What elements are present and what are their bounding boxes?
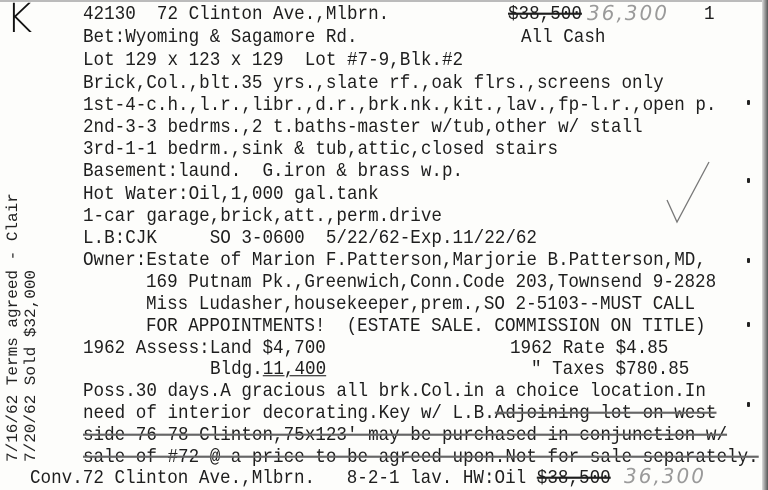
hole-mark: [747, 402, 750, 407]
taxes: " Taxes $780.85: [531, 359, 690, 381]
hole-mark: [747, 100, 750, 105]
lot-info: Lot 129 x 123 x 129 Lot #7-9,Blk.#2: [83, 50, 464, 72]
checkmark-icon: [665, 160, 715, 230]
hole-mark: [747, 258, 750, 263]
card-number: 1: [704, 4, 715, 26]
hole-mark: [747, 178, 750, 183]
handwritten-price: 36,300: [587, 1, 669, 25]
footer-handwritten-price: 36,300: [624, 464, 706, 488]
index-letter: K: [6, 0, 33, 42]
listing-broker: L.B:CJK SO 3-0600 5/22/62-Exp.11/22/62: [83, 228, 537, 250]
terms: All Cash: [521, 27, 606, 49]
assessment-bldg: [210, 359, 326, 381]
first-floor: 1st-4-c.h.,l.r.,libr.,d.r.,brk.nk.,kit.,lav.,fp-l.r.,open p.: [83, 95, 717, 117]
owner-line-4: FOR APPOINTMENTS! (ESTATE SALE. COMMISSION ON TITLE): [146, 316, 706, 338]
address: 72 Clinton Ave.,Mlbrn.: [156, 4, 390, 26]
listing-id: 42130: [83, 4, 136, 26]
tax-rate: 1962 Rate $4.85: [510, 338, 669, 360]
bldg-label: Bldg.: [210, 359, 263, 381]
remarks-line-4: sale of #72 @ a price to be agreed upon.Not for sale separately.: [83, 447, 759, 469]
construction: Brick,Col.,blt.35 yrs.,slate rf.,oak flrs.,screens only: [83, 73, 664, 95]
garage: 1-car garage,brick,att.,perm.drive: [83, 206, 442, 228]
owner-line-3: Miss Ludasher,housekeeper,prem.,SO 2-5103--MUST CALL: [146, 294, 696, 316]
remarks-line-3: side 76-78 Clinton,75x123' may be purchased in conjunction w/: [83, 425, 728, 447]
original-price: $38,500: [508, 4, 582, 26]
remarks-line-2: [83, 403, 716, 425]
assessment-land: 1962 Assess:Land $4,700: [83, 338, 326, 360]
third-floor: 3rd-1-1 bedrm.,sink & tub,attic,closed stairs: [83, 139, 559, 161]
owner-line-2: 169 Putnam Pk.,Greenwich,Conn.Code 203,Townsend 9-2828: [146, 272, 717, 294]
remarks-2a: need of interior decorating.Key w/ L.B.: [83, 403, 495, 425]
hole-mark: [747, 322, 750, 327]
remarks-line-1: Poss.30 days.A gracious all brk.Col.in a choice location.In: [83, 381, 706, 403]
basement: Basement:laund. G.iron & brass w.p.: [83, 161, 464, 183]
bldg-value: 11,400: [262, 359, 327, 381]
footer-summary: [30, 468, 611, 490]
listing-header: [83, 4, 389, 26]
side-note-sold: 7/20/62 Sold $32,000: [22, 269, 40, 462]
footer-text: Conv.72 Clinton Ave.,Mlbrn. 8-2-1 lav. HW:Oil: [30, 468, 527, 490]
hot-water: Hot Water:Oil,1,000 gal.tank: [83, 184, 379, 206]
card-right-edge: [762, 0, 768, 490]
second-floor: 2nd-3-3 bedrms.,2 t.baths-master w/tub,other w/ stall: [83, 117, 643, 139]
between-streets: Bet:Wyoming & Sagamore Rd.: [83, 27, 358, 49]
footer-price: $38,500: [536, 468, 611, 490]
side-note-terms: 7/16/62 Terms agreed - Clair: [4, 193, 22, 462]
owner-line-1: Owner:Estate of Marion F.Patterson,Marjorie B.Patterson,MD,: [83, 250, 706, 272]
remarks-2b-struck: Adjoining lot on west: [494, 403, 717, 425]
